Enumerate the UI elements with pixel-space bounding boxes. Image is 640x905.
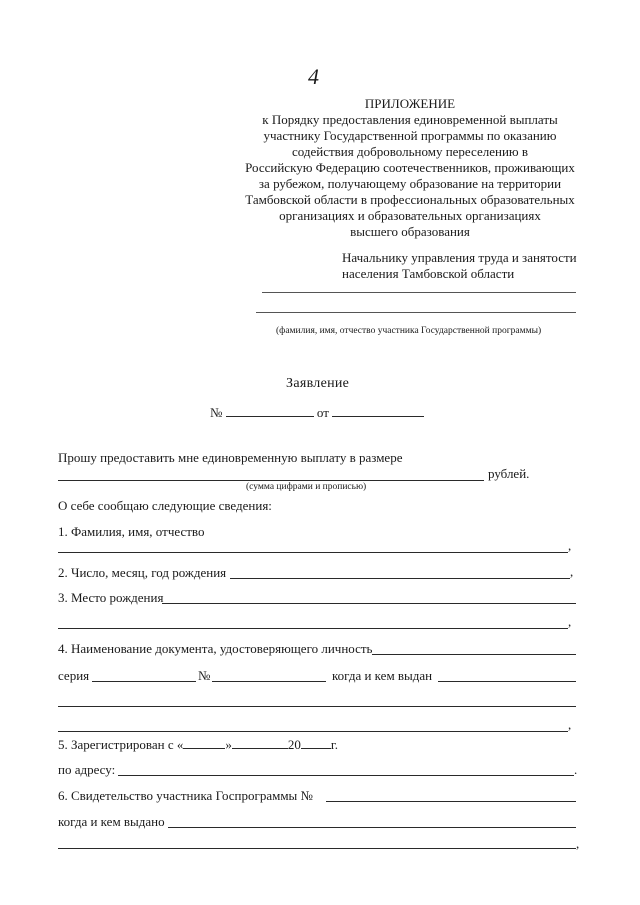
- amount-field[interactable]: [58, 480, 484, 481]
- item5-quote: »: [225, 737, 232, 752]
- full-name-field[interactable]: [58, 552, 568, 553]
- about-self-text: О себе сообщаю следующие сведения:: [58, 498, 272, 513]
- item6-issued-label: когда и кем выдано: [58, 814, 165, 829]
- from-label: от: [316, 405, 329, 420]
- addressee-line-1: Начальнику управления труда и занятости: [342, 250, 577, 265]
- appendix-line: Тамбовской области в профессиональных образовательных: [245, 192, 575, 207]
- reg-year-field[interactable]: [301, 736, 331, 749]
- reg-month-field[interactable]: [232, 736, 288, 749]
- addressee-line-2: населения Тамбовской области: [342, 266, 515, 281]
- item4-comma: ,: [568, 717, 572, 732]
- doc-number-label: №: [198, 668, 211, 683]
- appendix-line: к Порядку предоставления единовременной выплаты: [262, 112, 558, 127]
- page-number: 4: [308, 64, 319, 89]
- name-blank-line-2[interactable]: [256, 312, 576, 313]
- issued-label: когда и кем выдан: [332, 668, 433, 683]
- issued-field-2[interactable]: [58, 706, 576, 707]
- address-label: по адресу:: [58, 762, 116, 777]
- certificate-issued-field[interactable]: [168, 827, 576, 828]
- item6-label: 6. Свидетельство участника Госпрограммы №: [58, 788, 313, 803]
- item4-label: 4. Наименование документа, удостоверяющего личность: [58, 641, 373, 656]
- item5-suffix: г.: [330, 737, 338, 752]
- certificate-issued-field-2[interactable]: [58, 848, 576, 849]
- address-field[interactable]: [118, 775, 574, 776]
- date-field[interactable]: [332, 404, 424, 417]
- series-field[interactable]: [92, 681, 196, 682]
- item5-prefix: 5. Зарегистрирован с «: [58, 737, 184, 752]
- issued-field[interactable]: [438, 681, 576, 682]
- currency-label: рублей.: [488, 466, 530, 481]
- birth-place-field-2[interactable]: [58, 628, 568, 629]
- birth-place-field[interactable]: [162, 603, 576, 604]
- birth-date-field[interactable]: [230, 578, 570, 579]
- appendix-line: Российскую Федерацию соотечественников, проживающих: [245, 160, 575, 175]
- amount-caption: (сумма цифрами и прописью): [246, 482, 367, 492]
- item6-comma: ,: [576, 836, 580, 851]
- item5-line: [58, 736, 338, 753]
- reg-day-field[interactable]: [183, 736, 225, 749]
- appendix-line: организациях и образовательных организациях: [279, 208, 541, 223]
- name-blank-line-1[interactable]: [262, 292, 576, 293]
- form-title: Заявление: [286, 376, 350, 391]
- item1-comma: ,: [568, 538, 572, 553]
- item5-year-prefix: 20: [287, 737, 301, 752]
- appendix-line: участнику Государственной программы по оказанию: [263, 128, 557, 143]
- appendix-line: за рубежом, получающему образование на территории: [258, 176, 562, 191]
- item1-label: 1. Фамилия, имя, отчество: [58, 524, 205, 539]
- item3-label: 3. Место рождения: [58, 590, 164, 605]
- item5-period: .: [574, 762, 578, 777]
- number-label: №: [210, 405, 223, 420]
- request-text: Прошу предоставить мне единовременную выплату в размере: [58, 450, 403, 465]
- item3-comma: ,: [568, 614, 572, 629]
- item2-label: 2. Число, месяц, год рождения: [58, 565, 227, 580]
- number-field[interactable]: [226, 404, 314, 417]
- appendix-line: содействия добровольному переселению в: [291, 144, 528, 159]
- appendix-heading: ПРИЛОЖЕНИЕ: [364, 96, 456, 111]
- id-doc-name-field[interactable]: [372, 654, 576, 655]
- series-label: серия: [58, 668, 90, 683]
- issued-field-3[interactable]: [58, 731, 568, 732]
- doc-number-field[interactable]: [212, 681, 326, 682]
- appendix-line: высшего образования: [350, 224, 470, 239]
- number-date-line: [210, 404, 424, 421]
- name-caption: (фамилия, имя, отчество участника Государственной программы): [276, 326, 542, 336]
- item2-comma: ,: [570, 564, 574, 579]
- certificate-number-field[interactable]: [326, 801, 576, 802]
